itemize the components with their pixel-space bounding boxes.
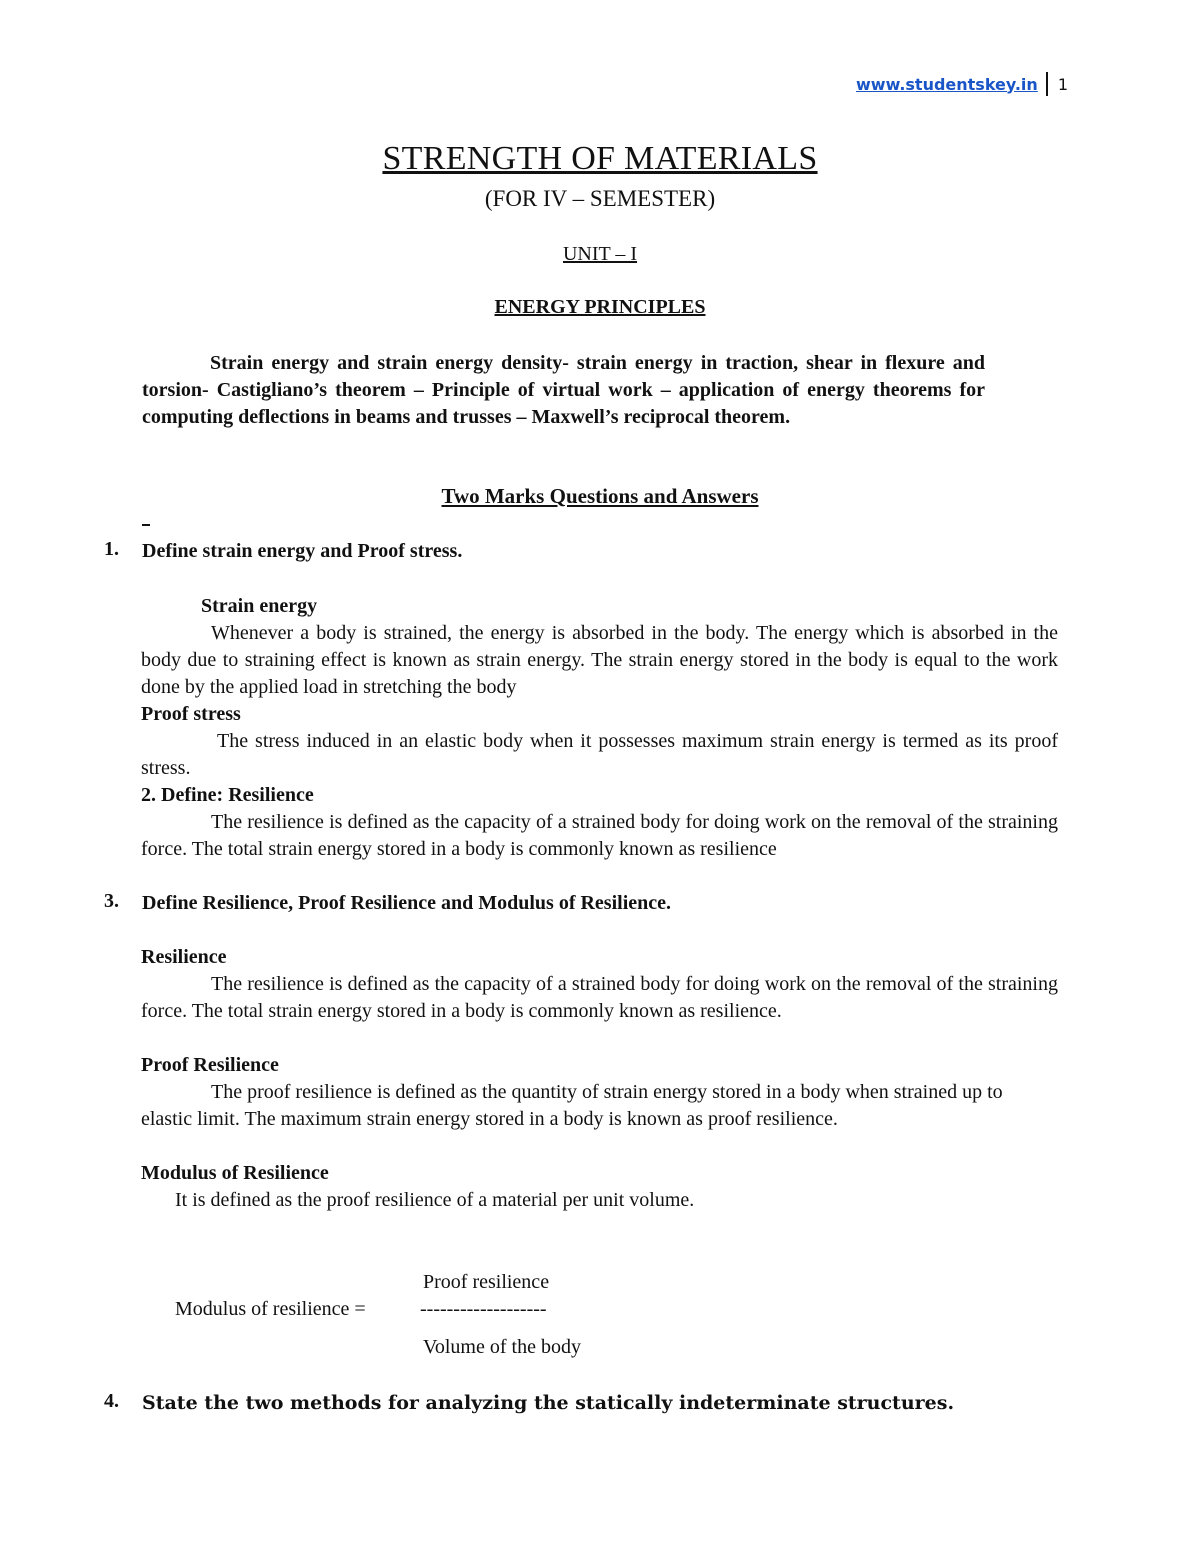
strain-energy-heading: Strain energy xyxy=(201,595,318,617)
page-header xyxy=(856,72,1068,96)
stray-dash-mark xyxy=(142,524,150,526)
modulus-text: It is defined as the proof resilience of a material per unit volume. xyxy=(175,1189,695,1211)
proof-resilience-text: The proof resilience is defined as the quantity of strain energy stored in a body when strained up to elastic limit. The maximum strain energy stored in a body is known as proof resilience. xyxy=(141,1081,1003,1130)
formula-lhs: Modulus of resilience = xyxy=(175,1298,366,1320)
topic-heading: ENERGY PRINCIPLES xyxy=(494,296,706,318)
syllabus-paragraph: Strain energy and strain energy density- strain energy in traction, shear in flexure and torsion- Castigliano’s theorem – Principle of virtual work – application of energy theorems for computing deflections in beams and trusses – Maxwell’s reciprocal theorem. xyxy=(142,352,985,428)
q4-number: 4. xyxy=(104,1390,119,1412)
resilience-heading: Resilience xyxy=(141,946,227,968)
strain-energy-text: Whenever a body is strained, the energy is absorbed in the body. The energy which is absorbed in the body due to straining effect is known as strain energy. The strain energy stored in the body is equal to the work done by the applied load in stretching the body xyxy=(141,622,1058,698)
proof-stress-heading: Proof stress xyxy=(141,703,241,725)
page-number: 1 xyxy=(1057,74,1068,94)
resilience-text: The resilience is defined as the capacity of a strained body for doing work on the removal of the straining force. The total strain energy stored in a body is commonly known as resilience. xyxy=(141,973,1058,1022)
modulus-heading: Modulus of Resilience xyxy=(141,1162,329,1184)
proof-stress-text: The stress induced in an elastic body when it possesses maximum strain energy is termed as its proof stress. xyxy=(141,730,1058,779)
unit-heading: UNIT – I xyxy=(562,243,638,265)
document-subtitle: (FOR IV – SEMESTER) xyxy=(484,186,716,211)
q1-question: Define strain energy and Proof stress. xyxy=(142,540,463,562)
formula-divider: ------------------- xyxy=(420,1298,547,1320)
header-divider xyxy=(1046,72,1048,96)
q3-number: 3. xyxy=(104,890,119,912)
q4-question: State the two methods for analyzing the statically indeterminate structures. xyxy=(142,1392,955,1414)
q1-number: 1. xyxy=(104,538,119,560)
q2-heading: 2. Define: Resilience xyxy=(141,784,314,806)
proof-resilience-heading: Proof Resilience xyxy=(141,1054,279,1076)
formula-numerator: Proof resilience xyxy=(423,1271,550,1293)
formula-denominator: Volume of the body xyxy=(423,1336,581,1358)
q3-question: Define Resilience, Proof Resilience and Modulus of Resilience. xyxy=(142,892,672,914)
website-link[interactable]: www.studentskey.in xyxy=(856,74,1038,94)
document-title: STRENGTH OF MATERIALS xyxy=(382,140,818,177)
q2-text: The resilience is defined as the capacity of a strained body for doing work on the removal of the straining force. The total strain energy stored in a body is commonly known as resilience xyxy=(141,811,1058,860)
section-heading: Two Marks Questions and Answers xyxy=(441,484,759,508)
